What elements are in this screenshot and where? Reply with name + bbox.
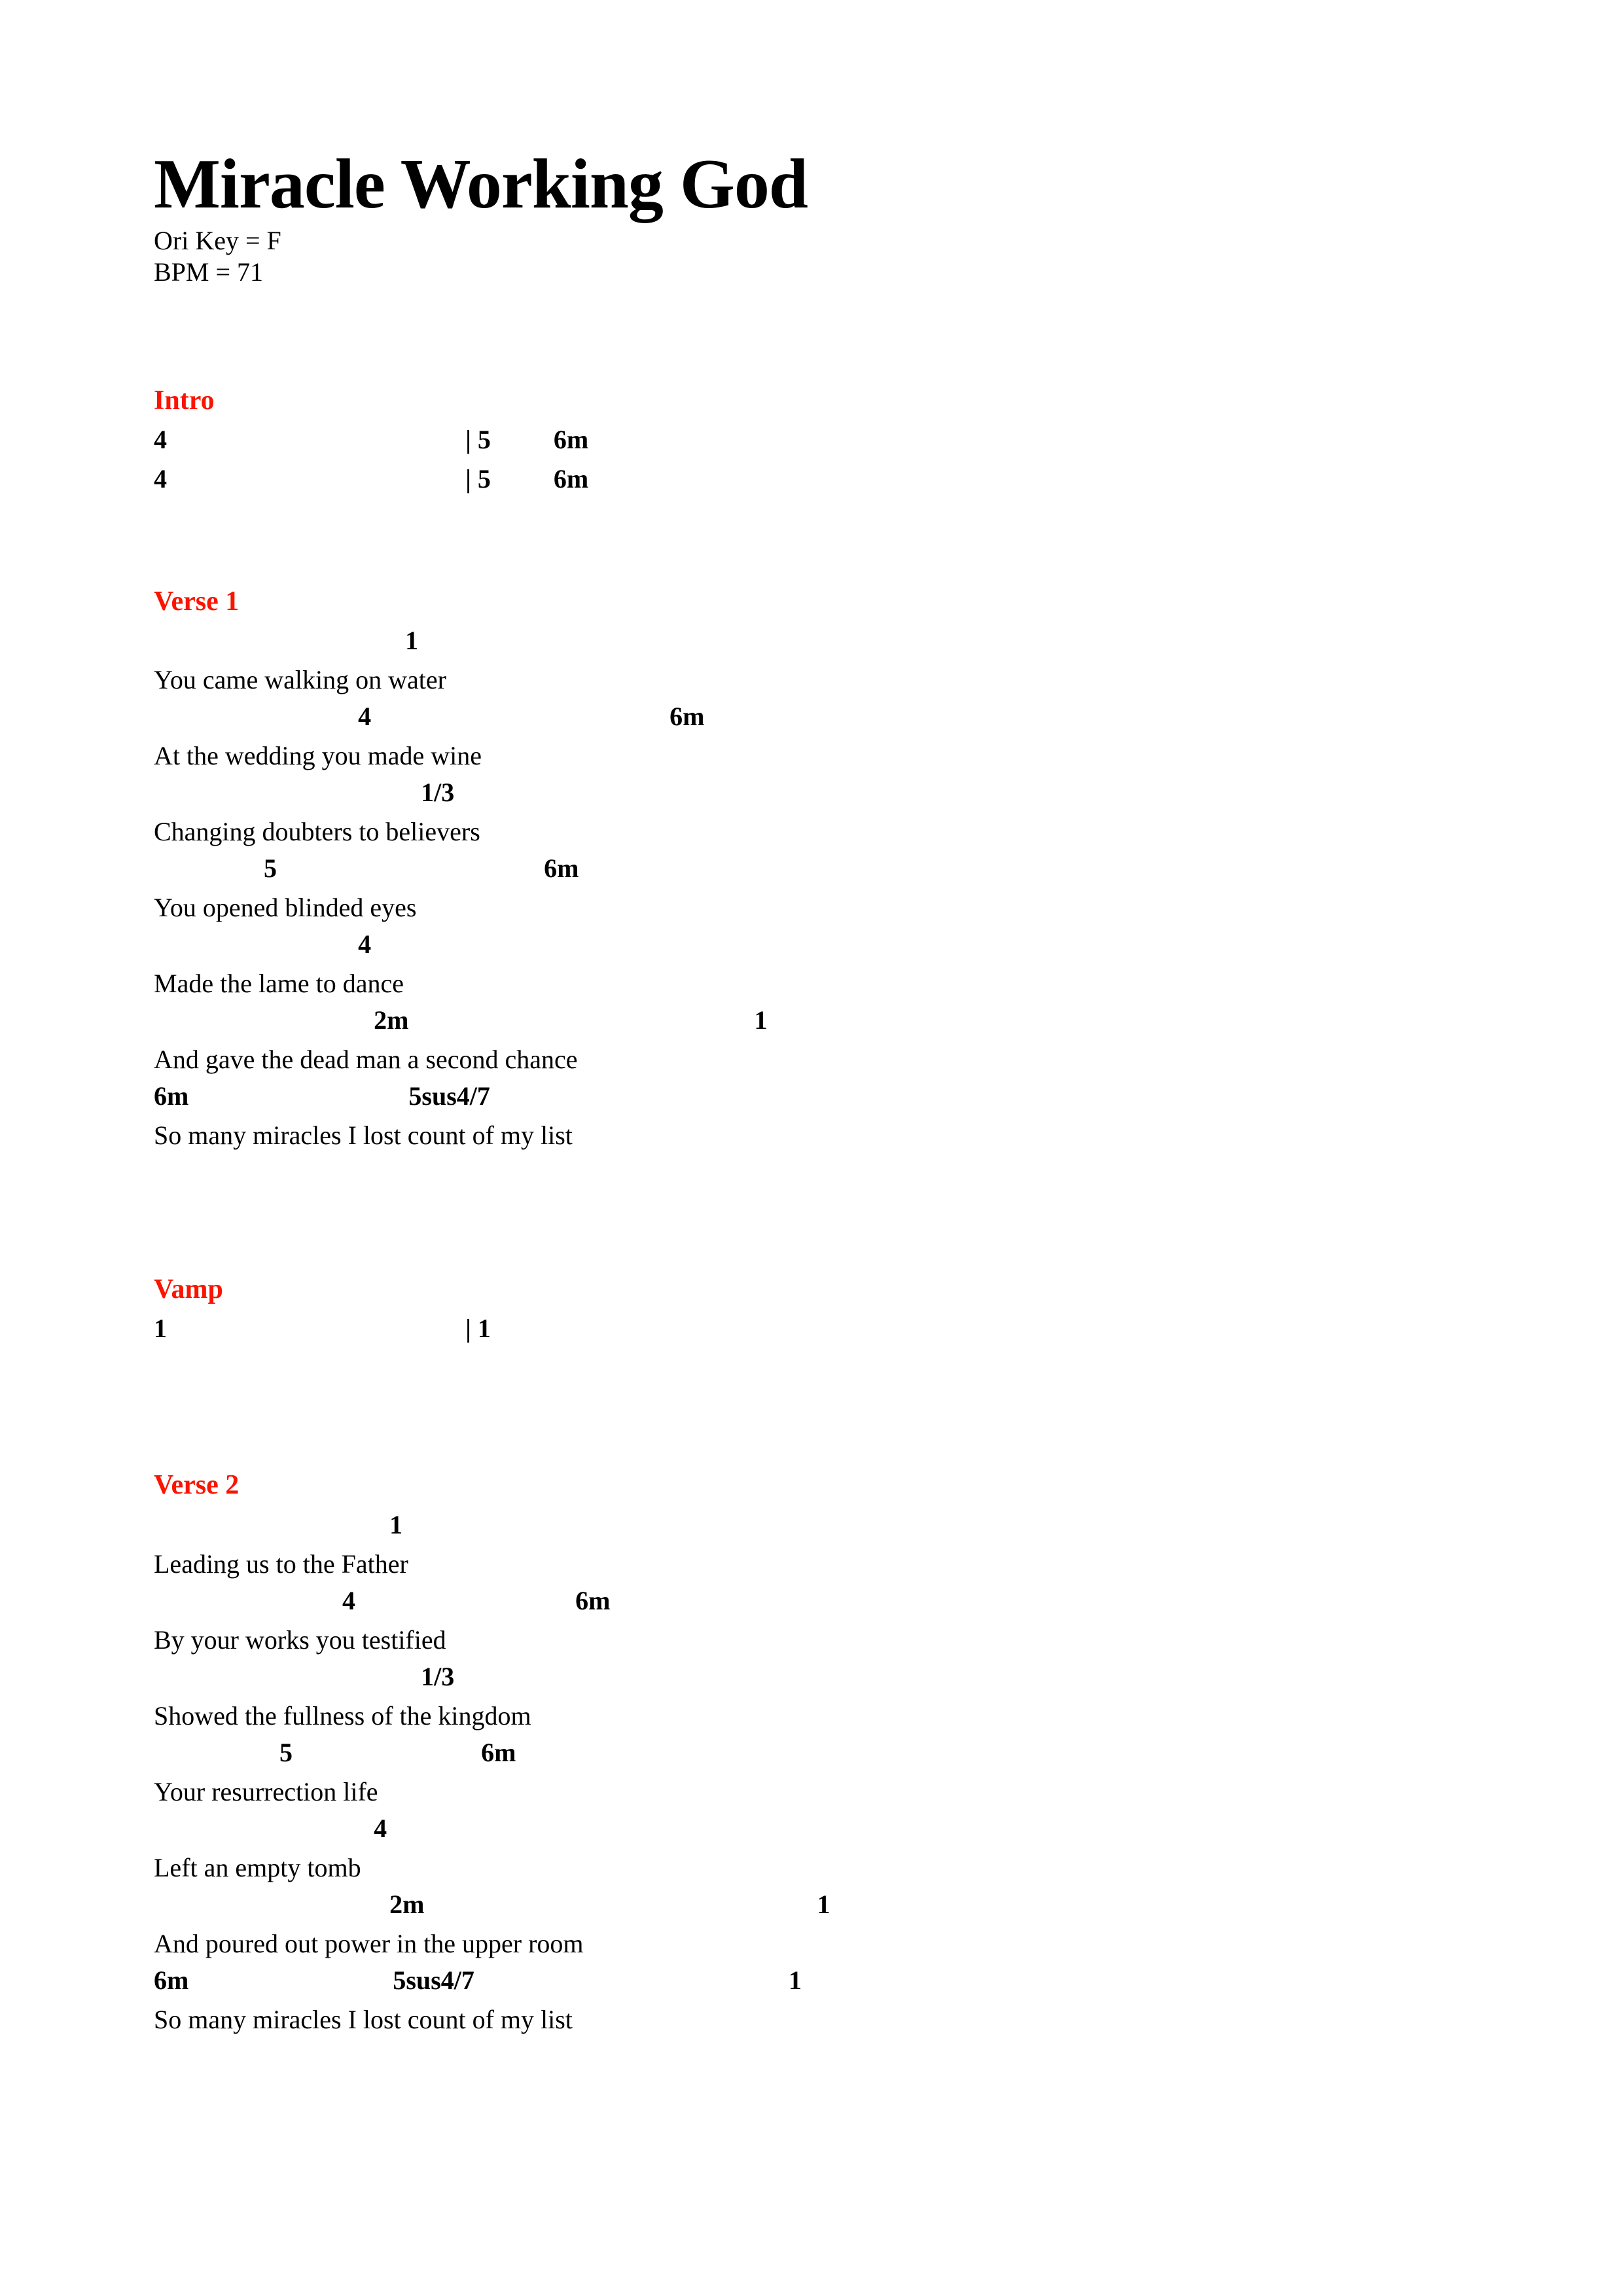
indent-spacer — [154, 780, 421, 810]
indent-spacer — [154, 932, 358, 961]
chord-symbol: 1/3 — [421, 778, 455, 808]
chord-spacer — [293, 1740, 481, 1770]
chord-symbol: 5 — [279, 1737, 293, 1767]
chord-line — [154, 774, 1623, 814]
section-heading-verse-2: Verse 2 — [154, 1470, 240, 1501]
lyric-line — [154, 1117, 1623, 1154]
chord-line — [154, 1962, 1623, 2001]
chord-symbol: 5sus4/7 — [408, 1081, 490, 1111]
chord-spacer — [424, 1892, 817, 1922]
indent-spacer — [154, 856, 264, 886]
section-heading-vamp: Vamp — [154, 1274, 223, 1305]
chord-line — [154, 1734, 1623, 1774]
lyric-text: At the wedding you made wine — [154, 741, 482, 771]
chord-symbol: 6m — [553, 425, 589, 454]
chord-symbol: 4 — [358, 702, 372, 732]
section-spacer — [154, 1350, 1623, 1469]
lyric-text: Changing doubters to believers — [154, 817, 480, 847]
chord-symbol: 6m — [544, 853, 579, 884]
lyric-line — [154, 1041, 1623, 1078]
chord-symbol: 2m — [389, 1889, 425, 1919]
lyric-line — [154, 889, 1623, 926]
indent-spacer — [154, 1588, 342, 1618]
indent-spacer — [154, 1892, 389, 1922]
chord-line — [154, 1310, 1623, 1350]
lyric-text: And gave the dead man a second chance — [154, 1045, 578, 1075]
section-lines — [154, 1507, 1623, 2038]
chord-symbol: 1/3 — [421, 1661, 455, 1691]
chord-symbol: 4 — [154, 425, 167, 454]
chord-spacer — [355, 1588, 575, 1618]
sections-container — [154, 287, 1623, 2038]
section-heading-verse-1: Verse 1 — [154, 586, 240, 617]
lyric-line — [154, 814, 1623, 850]
section-spacer — [154, 287, 1623, 384]
chord-symbol: 1 — [817, 1889, 830, 1919]
section-spacer — [154, 500, 1623, 585]
chord-line — [154, 1507, 1623, 1546]
indent-spacer — [154, 1513, 389, 1542]
chord-symbol: 4 — [358, 929, 372, 960]
song-metadata — [154, 225, 1623, 287]
chord-spacer — [408, 1008, 754, 1037]
lyric-text: So many miracles I lost count of my list — [154, 1121, 573, 1151]
lyric-text: Leading us to the Father — [154, 1549, 408, 1579]
lyric-text: Your resurrection life — [154, 1776, 378, 1806]
chord-symbol: 4 — [342, 1585, 356, 1615]
original-key-label: Ori Key = F — [154, 226, 281, 256]
chord-line — [154, 698, 1623, 738]
lyric-line — [154, 1698, 1623, 1734]
lyric-line — [154, 2001, 1623, 2038]
indent-spacer — [154, 1740, 279, 1770]
chord-line — [154, 1583, 1623, 1622]
section-intro — [154, 384, 1623, 500]
section-verse-2 — [154, 1469, 1623, 2037]
indent-spacer — [154, 1664, 421, 1694]
lyric-text: By your works you testified — [154, 1624, 446, 1655]
page-title: Miracle Working God — [154, 145, 808, 223]
section-lines — [154, 1310, 1623, 1350]
lyric-line — [154, 1926, 1623, 1962]
lyric-line — [154, 1774, 1623, 1810]
chord-spacer — [371, 704, 669, 734]
lyric-text: Showed the fullness of the kingdom — [154, 1700, 531, 1731]
chord-symbol: 6m — [154, 1965, 189, 1995]
chord-spacer — [188, 1968, 393, 1998]
lyric-text: You opened blinded eyes — [154, 893, 417, 923]
lyric-text: And poured out power in the upper room — [154, 1928, 584, 1958]
chord-symbol: | 5 — [465, 464, 491, 493]
chord-symbol: | 5 — [465, 425, 491, 454]
chord-symbol: 1 — [389, 1509, 403, 1539]
chord-line — [154, 1810, 1623, 1850]
lyric-text: Made the lame to dance — [154, 969, 404, 999]
chord-symbol: | 1 — [465, 1314, 491, 1344]
indent-spacer — [154, 628, 405, 658]
indent-spacer — [154, 1816, 374, 1846]
chord-symbol: 1 — [754, 1005, 768, 1035]
chord-spacer — [167, 427, 465, 457]
chord-line — [154, 1659, 1623, 1698]
chord-line — [154, 926, 1623, 965]
section-spacer — [154, 1154, 1623, 1273]
chord-spacer — [277, 856, 544, 886]
chord-line — [154, 850, 1623, 889]
section-vamp — [154, 1273, 1623, 1350]
chord-symbol: 6m — [154, 1081, 189, 1111]
indent-spacer — [154, 1008, 374, 1037]
chord-symbol: 1 — [405, 626, 419, 656]
indent-spacer — [154, 704, 358, 734]
chord-line — [154, 422, 1623, 461]
chord-symbol: 1 — [154, 1314, 167, 1344]
lyric-line — [154, 1850, 1623, 1886]
chord-symbol: 6m — [669, 702, 705, 732]
lyric-line — [154, 1622, 1623, 1659]
chord-symbol: 5 — [264, 853, 277, 884]
chord-line — [154, 1078, 1623, 1117]
chord-spacer — [474, 1968, 789, 1998]
chord-line — [154, 622, 1623, 662]
chord-spacer — [188, 1084, 408, 1113]
section-verse-1 — [154, 585, 1623, 1154]
chord-symbol: 4 — [154, 464, 167, 493]
section-heading-intro: Intro — [154, 385, 215, 416]
chord-spacer — [167, 467, 465, 496]
chord-line — [154, 461, 1623, 500]
lyric-text: You came walking on water — [154, 665, 446, 695]
chord-spacer — [491, 427, 554, 457]
lyric-text: Left an empty tomb — [154, 1852, 361, 1882]
chord-symbol: 6m — [553, 464, 589, 493]
chord-symbol: 5sus4/7 — [393, 1965, 474, 1995]
lyric-text: So many miracles I lost count of my list — [154, 2004, 573, 2034]
chord-symbol: 2m — [374, 1005, 409, 1035]
lyric-line — [154, 965, 1623, 1002]
chord-symbol: 1 — [788, 1965, 802, 1995]
chord-line — [154, 1886, 1623, 1926]
chord-symbol: 6m — [575, 1585, 611, 1615]
bpm-label: BPM = 71 — [154, 257, 264, 287]
chord-symbol: 4 — [374, 1813, 387, 1843]
chord-symbol: 6m — [481, 1737, 516, 1767]
lyric-line — [154, 738, 1623, 774]
lyric-line — [154, 662, 1623, 698]
section-lines — [154, 622, 1623, 1154]
section-lines — [154, 422, 1623, 500]
chord-line — [154, 1002, 1623, 1041]
chord-spacer — [167, 1316, 465, 1346]
chord-spacer — [491, 467, 554, 496]
lyric-line — [154, 1546, 1623, 1583]
